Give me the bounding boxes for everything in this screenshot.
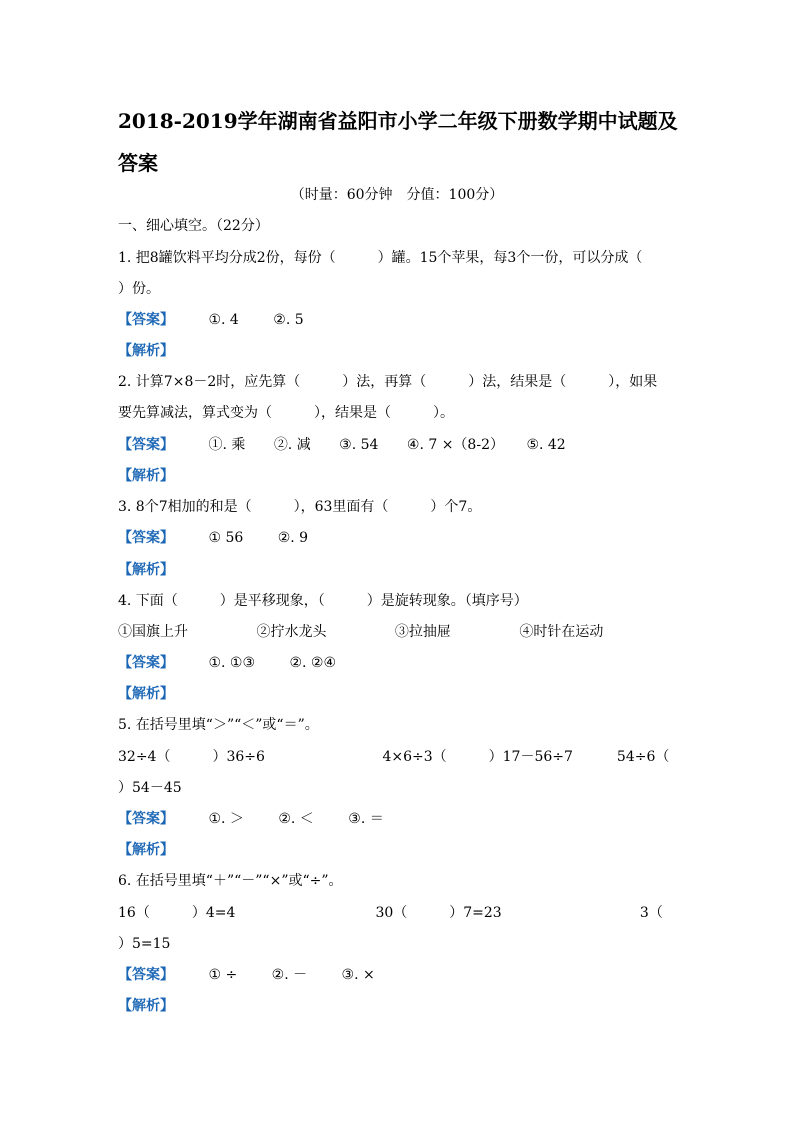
question-6-expressions	[118, 903, 663, 923]
answer-item: ②. －	[271, 967, 308, 983]
analysis-label: 【解析】	[118, 343, 174, 359]
answer-item: ②. 9	[277, 530, 309, 546]
answer-label: 【答案】	[118, 967, 174, 983]
question-5-expressions	[118, 747, 669, 767]
question-5-line-1: 5. 在括号里填“＞”“＜”或“＝”。	[118, 717, 319, 733]
question-3-line-1: 3. 8个7相加的和是（ ），63里面有（ ）个7。	[118, 499, 482, 515]
page-title: 2018-2019学年湖南省益阳市小学二年级下册数学期中试题及答案	[118, 109, 678, 175]
question-5-line-3: ）54－45	[118, 780, 182, 796]
expression: 3（	[639, 905, 663, 921]
answer-label: 【答案】	[118, 437, 174, 453]
expression: 16（ ）4=4	[118, 905, 236, 921]
answer-row-4	[118, 653, 336, 673]
answer-row-1	[118, 310, 304, 330]
answer-item: ①. 乘	[208, 437, 246, 453]
question-2-line-2: 要先算减法，算式变为（ ），结果是（ ）。	[118, 405, 454, 421]
answer-item: ⑤. 42	[526, 437, 566, 453]
expression: 32÷4（ ）36÷6	[118, 749, 265, 765]
answer-item: ③. ＝	[348, 811, 384, 827]
question-6-line-3: ）5=15	[118, 936, 171, 952]
option-item: ③拉抽屉	[394, 624, 451, 640]
analysis-label: 【解析】	[118, 842, 174, 858]
question-2-line-1: 2. 计算7×8－2时，应先算（ ）法，再算（ ）法，结果是（ ），如果	[118, 374, 658, 390]
answer-item: ②. ＜	[278, 811, 314, 827]
answer-item: ①. 4	[208, 312, 239, 328]
analysis-label: 【解析】	[118, 998, 174, 1014]
answer-label: 【答案】	[118, 312, 174, 328]
question-4-line-1: 4. 下面（ ）是平移现象，（ ）是旋转现象。（填序号）	[118, 593, 528, 609]
answer-item: ①. ①③	[208, 655, 256, 671]
option-item: ①国旗上升	[118, 624, 188, 640]
answer-item: ④. 7 ×（8-2）	[406, 437, 504, 453]
answer-item: ②. 减	[273, 437, 311, 453]
expression: 4×6÷3（ ）17－56÷7	[382, 749, 573, 765]
answer-item: ①. ＞	[208, 811, 244, 827]
answer-label: 【答案】	[118, 655, 174, 671]
analysis-label: 【解析】	[118, 562, 174, 578]
answer-item: ②. ②④	[289, 655, 337, 671]
section-heading: 一、细心填空。（22分）	[118, 218, 269, 234]
answer-item: ① ÷	[208, 967, 238, 983]
answer-row-3	[118, 528, 308, 548]
expression: 30（ ）7=23	[375, 905, 502, 921]
question-1-line-1: 1. 把8罐饮料平均分成2份，每份（ ）罐。15个苹果，每3个一份，可以分成（	[118, 250, 643, 266]
answer-row-6	[118, 965, 375, 985]
answer-item: ②. 5	[273, 312, 304, 328]
exam-info: （时量：60分钟 分值：100分）	[290, 187, 504, 203]
analysis-label: 【解析】	[118, 686, 174, 702]
expression: 54÷6（	[616, 749, 670, 765]
answer-item: ③. ×	[341, 967, 375, 983]
answer-label: 【答案】	[118, 811, 174, 827]
answer-item: ③. 54	[339, 437, 379, 453]
answer-item: ① 56	[208, 530, 244, 546]
answer-row-2	[118, 435, 566, 455]
answer-label: 【答案】	[118, 530, 174, 546]
question-4-options	[118, 622, 603, 642]
question-6-line-1: 6. 在括号里填“＋”“－”“×”或“÷”。	[118, 873, 343, 889]
option-item: ④时针在运动	[519, 624, 604, 640]
option-item: ②拧水龙头	[256, 624, 327, 640]
answer-row-5	[118, 809, 384, 829]
question-1-line-2: ）份。	[118, 281, 160, 297]
analysis-label: 【解析】	[118, 468, 174, 484]
